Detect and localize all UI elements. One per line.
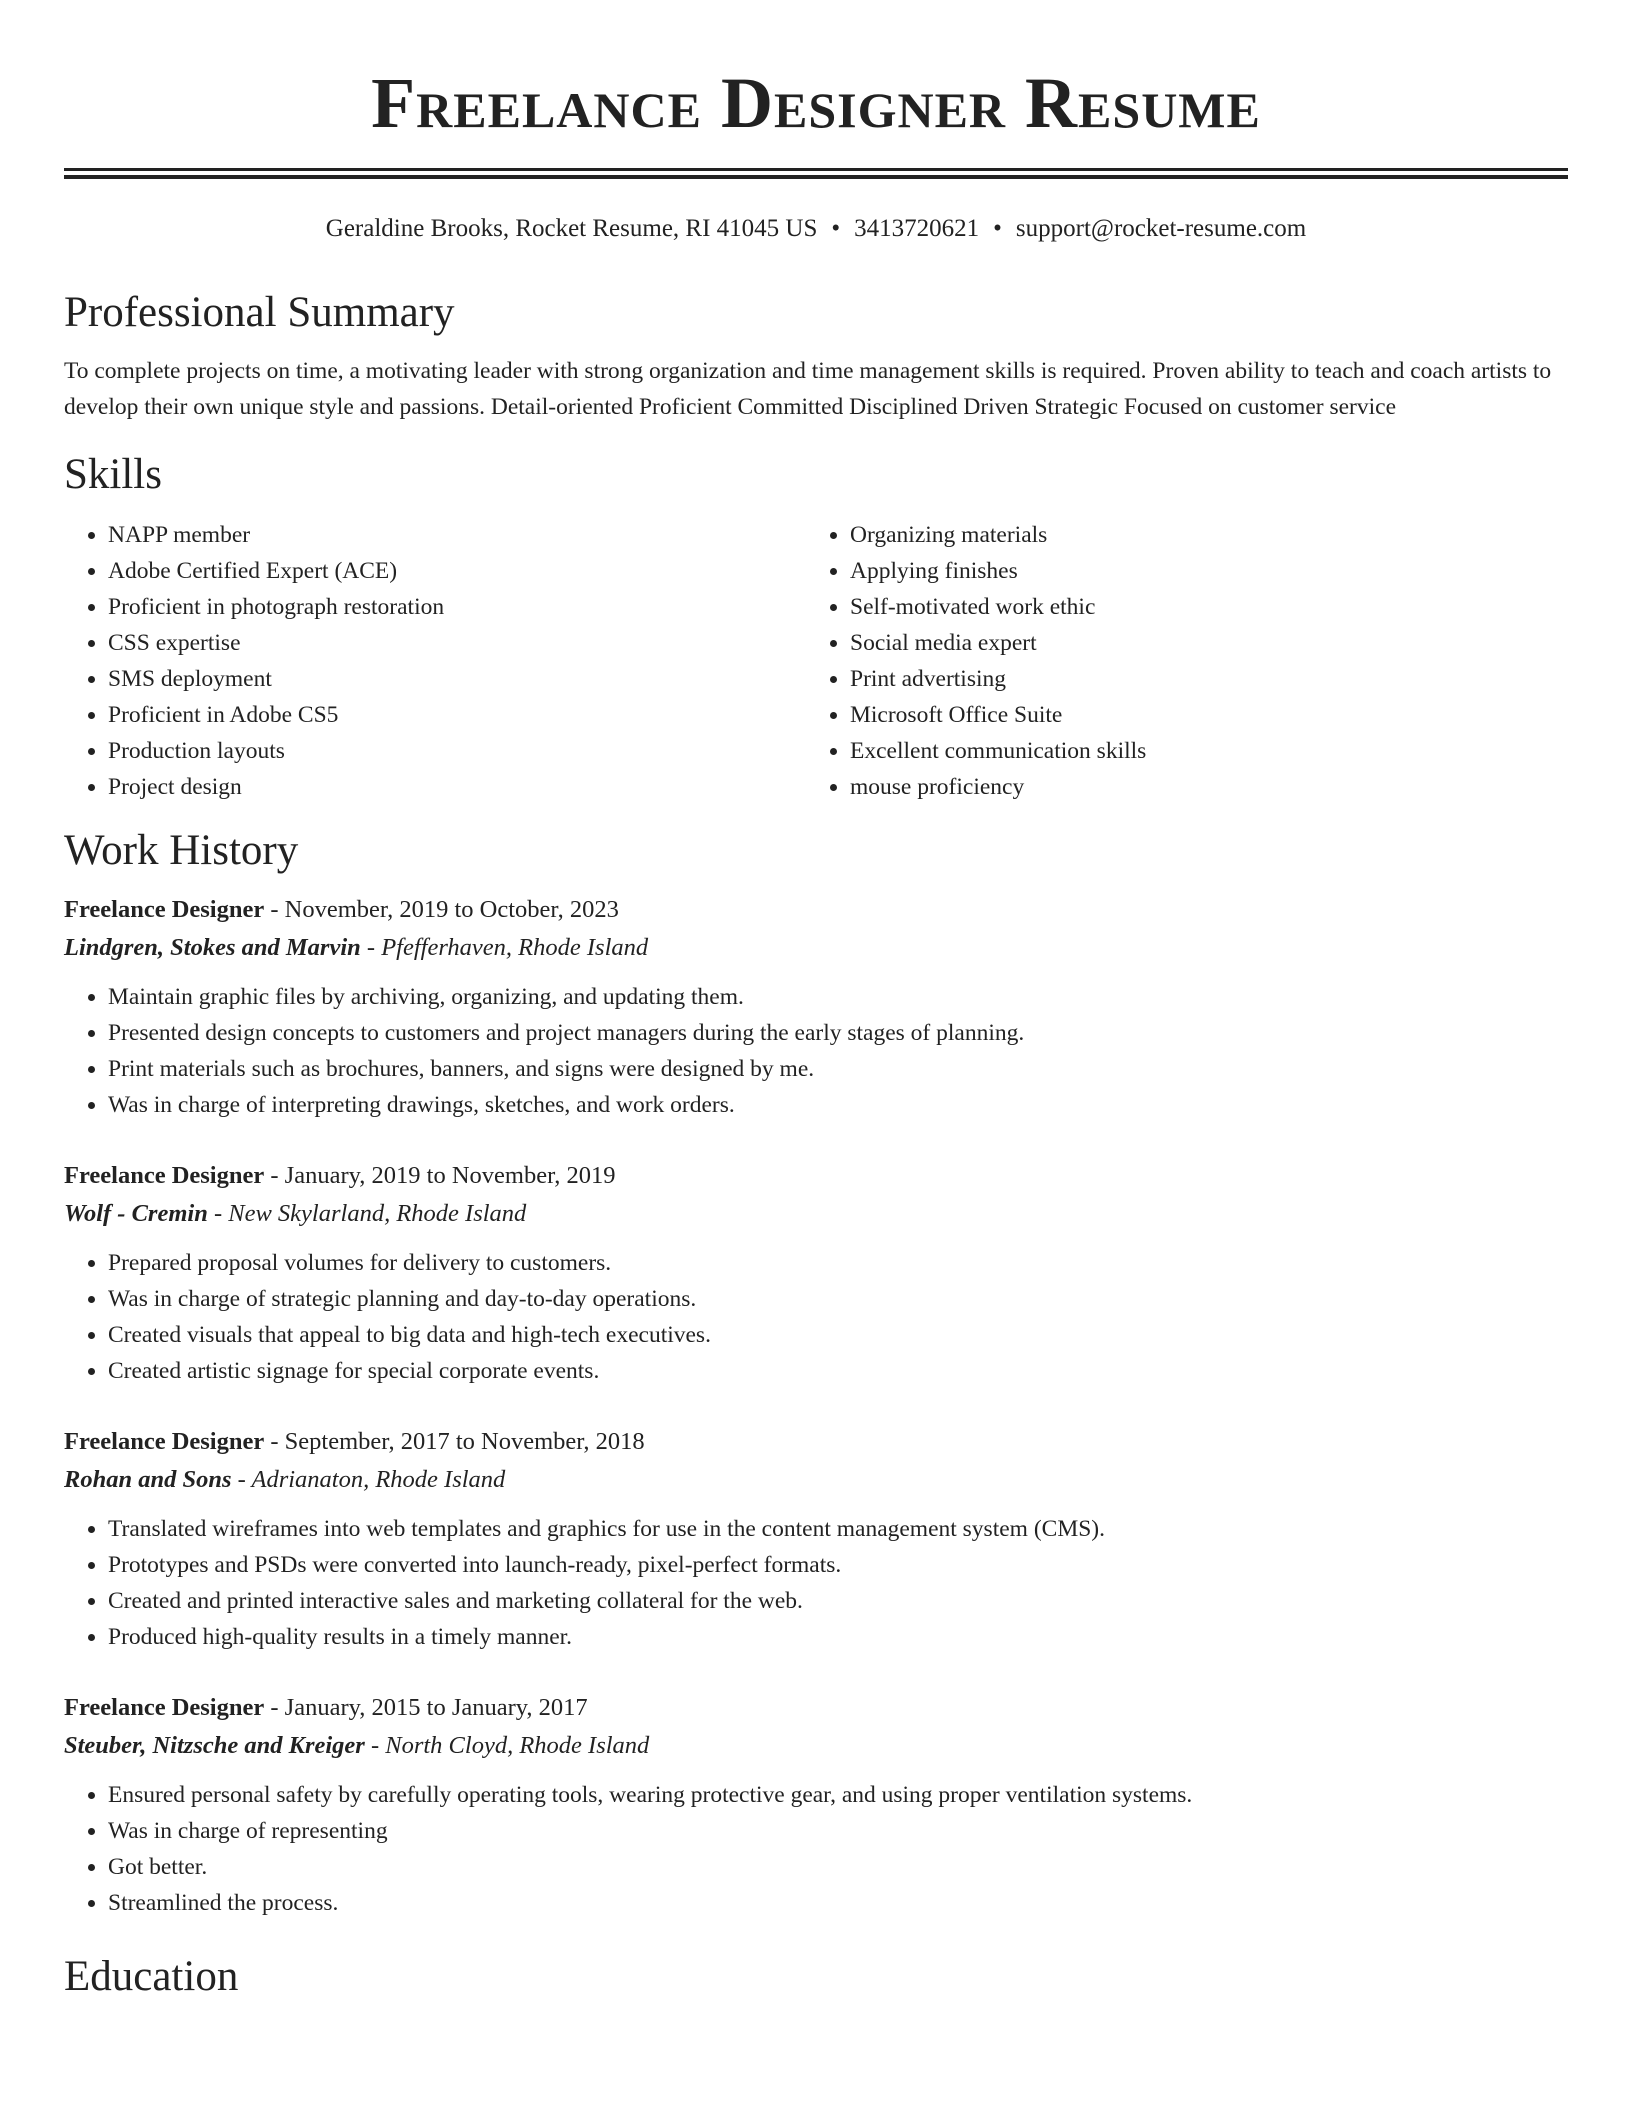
job-bullet: • Prototypes and PSDs were converted into launch-ready, pixel-perfect formats.	[108, 1547, 1568, 1583]
job-location: - New Skylarland, Rhode Island	[207, 1200, 527, 1227]
skill-item: • Organizing materials	[850, 517, 1548, 553]
job-company-line	[64, 1727, 1568, 1765]
job-entry	[64, 1157, 1568, 1389]
job-entry	[64, 1423, 1568, 1655]
job-bullet: • Maintain graphic files by archiving, organizing, and updating them.	[108, 979, 1568, 1015]
skill-item: • Excellent communication skills	[850, 733, 1548, 769]
job-title: Freelance Designer	[64, 1694, 265, 1721]
job-dates: - September, 2017 to November, 2018	[264, 1428, 645, 1455]
job-title: Freelance Designer	[64, 896, 265, 923]
skill-item: • Project design	[108, 769, 806, 805]
education-heading: Education	[64, 1953, 239, 2000]
skill-item: • NAPP member	[108, 517, 806, 553]
job-dates: - November, 2019 to October, 2023	[264, 896, 619, 923]
job-entry	[64, 891, 1568, 1123]
job-bullets	[64, 979, 1568, 1123]
contact-separator: •	[993, 215, 1002, 242]
job-title-line	[64, 891, 1568, 929]
resume-title: Freelance Designer Resume	[371, 63, 1261, 143]
job-title-line	[64, 1157, 1568, 1195]
job-bullet: • Translated wireframes into web templates and graphics for use in the content management system (CMS).	[108, 1511, 1568, 1547]
contact-address: Geraldine Brooks, Rocket Resume, RI 41045 US	[325, 215, 818, 242]
job-bullet: • Presented design concepts to customers and project managers during the early stages of planning.	[108, 1015, 1568, 1051]
skill-item: • Self-motivated work ethic	[850, 589, 1548, 625]
summary-section	[64, 287, 1568, 425]
skill-item: • Adobe Certified Expert (ACE)	[108, 553, 806, 589]
job-location: - North Cloyd, Rhode Island	[364, 1732, 650, 1759]
skills-list-right	[806, 517, 1548, 805]
skill-item: • Microsoft Office Suite	[850, 697, 1548, 733]
job-title-line	[64, 1423, 1568, 1461]
job-bullets	[64, 1245, 1568, 1389]
job-title: Freelance Designer	[64, 1162, 265, 1189]
job-bullet: • Streamlined the process.	[108, 1885, 1568, 1921]
job-location: - Pfefferhaven, Rhode Island	[360, 934, 649, 961]
job-title-line	[64, 1689, 1568, 1727]
job-company: Lindgren, Stokes and Marvin	[64, 934, 361, 961]
job-bullet: • Got better.	[108, 1849, 1568, 1885]
job-bullets	[64, 1777, 1568, 1921]
skills-columns	[64, 517, 1568, 805]
job-bullets	[64, 1511, 1568, 1655]
title-double-rule	[64, 168, 1568, 179]
job-company-line	[64, 929, 1568, 967]
skills-section	[64, 449, 1568, 805]
job-company-line	[64, 1461, 1568, 1499]
skill-item: • SMS deployment	[108, 661, 806, 697]
skill-item: • Production layouts	[108, 733, 806, 769]
job-bullet: • Was in charge of representing	[108, 1813, 1568, 1849]
education-section	[64, 1951, 1568, 2003]
job-dates: - January, 2019 to November, 2019	[264, 1162, 616, 1189]
job-bullet: • Ensured personal safety by carefully operating tools, wearing protective gear, and using proper ventilation systems.	[108, 1777, 1568, 1813]
skill-item: • Proficient in Adobe CS5	[108, 697, 806, 733]
job-bullet: • Was in charge of strategic planning and day-to-day operations.	[108, 1281, 1568, 1317]
summary-text: To complete projects on time, a motivating leader with strong organization and time management skills is required. Proven ability to teach and coach artists to develop their own unique style and passions. Detail-oriented Proficient Committed Disciplined Driven Strategic Focused on customer service	[64, 358, 1552, 420]
contact-email: support@rocket-resume.com	[1015, 215, 1307, 242]
skill-item: • CSS expertise	[108, 625, 806, 661]
job-bullet: • Created and printed interactive sales and marketing collateral for the web.	[108, 1583, 1568, 1619]
summary-heading: Professional Summary	[64, 289, 455, 336]
job-entry	[64, 1689, 1568, 1921]
skill-item: • Proficient in photograph restoration	[108, 589, 806, 625]
job-bullet: • Print materials such as brochures, banners, and signs were designed by me.	[108, 1051, 1568, 1087]
skill-item: • Social media expert	[850, 625, 1548, 661]
work-history-section	[64, 825, 1568, 1921]
job-bullet: • Created artistic signage for special corporate events.	[108, 1353, 1568, 1389]
skill-item: • mouse proficiency	[850, 769, 1548, 805]
job-company-line	[64, 1195, 1568, 1233]
skills-heading: Skills	[64, 451, 162, 498]
job-bullet: • Produced high-quality results in a timely manner.	[108, 1619, 1568, 1655]
job-bullet: • Created visuals that appeal to big data and high-tech executives.	[108, 1317, 1568, 1353]
work-history-heading: Work History	[64, 827, 299, 874]
skill-item: • Print advertising	[850, 661, 1548, 697]
job-dates: - January, 2015 to January, 2017	[264, 1694, 588, 1721]
skill-item: • Applying finishes	[850, 553, 1548, 589]
job-bullet: • Prepared proposal volumes for delivery to customers.	[108, 1245, 1568, 1281]
job-title: Freelance Designer	[64, 1428, 265, 1455]
job-location: - Adrianaton, Rhode Island	[231, 1466, 506, 1493]
job-company: Wolf - Cremin	[64, 1200, 208, 1227]
contact-separator: •	[831, 215, 841, 242]
job-company: Rohan and Sons	[64, 1466, 232, 1493]
job-company: Steuber, Nitzsche and Kreiger	[64, 1732, 365, 1759]
contact-line	[64, 213, 1568, 245]
skills-list-left	[64, 517, 806, 805]
contact-phone: 3413720621	[854, 215, 980, 242]
job-bullet: • Was in charge of interpreting drawings, sketches, and work orders.	[108, 1087, 1568, 1123]
